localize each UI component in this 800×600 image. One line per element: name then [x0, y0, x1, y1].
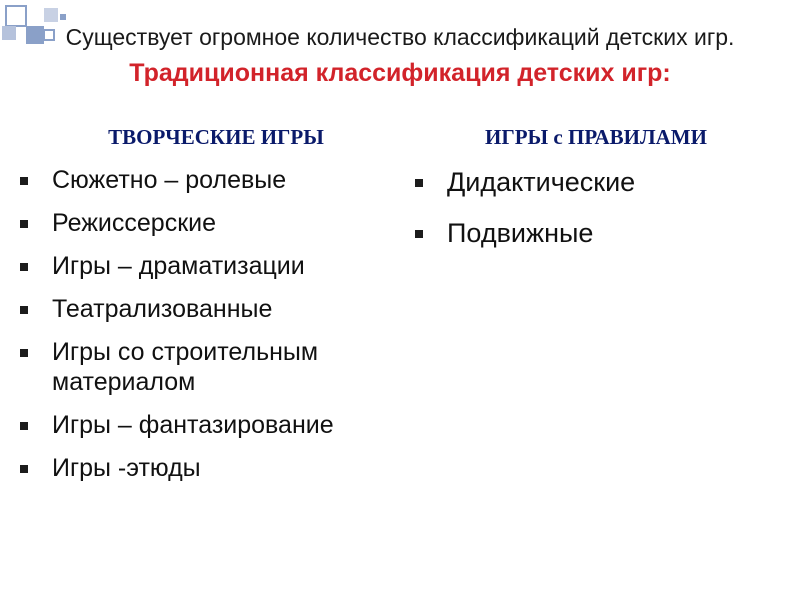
rule-games-list	[415, 165, 785, 267]
square-bullet-icon	[20, 263, 28, 271]
list-item	[20, 251, 410, 281]
list-item	[20, 294, 410, 324]
list-item-label: Дидактические	[447, 167, 636, 197]
list-item	[20, 410, 410, 440]
square-bullet-icon	[20, 349, 28, 357]
list-item-label: Игры – драматизации	[52, 252, 305, 280]
page-title: Традиционная классификация детских игр:	[129, 59, 671, 87]
square-bullet-icon	[20, 306, 28, 314]
list-item	[415, 165, 785, 199]
list-item	[20, 453, 410, 483]
list-item-label: Игры – фантазирование	[52, 411, 334, 439]
square-bullet-icon	[20, 422, 28, 430]
list-item-label: Театрализованные	[52, 295, 273, 323]
list-item	[20, 337, 410, 397]
list-item-label: Режиссерские	[52, 209, 217, 237]
list-item-label: Игры со строительным материалом	[52, 338, 319, 396]
list-item-label: Подвижные	[447, 218, 594, 248]
square-bullet-icon	[20, 465, 28, 473]
list-item	[415, 216, 785, 250]
square-bullet-icon	[415, 179, 423, 187]
creative-games-header: ТВОРЧЕСКИЕ ИГРЫ	[108, 125, 324, 149]
creative-games-list	[20, 165, 410, 496]
list-item	[20, 208, 410, 238]
square-bullet-icon	[20, 220, 28, 228]
square-bullet-icon	[415, 230, 423, 238]
square-bullet-icon	[20, 177, 28, 185]
rule-games-header: ИГРЫ с ПРАВИЛАМИ	[485, 125, 707, 149]
intro-text: Существует огромное количество классификаций детских игр.	[65, 24, 735, 50]
list-item	[20, 165, 410, 195]
list-item-label: Игры -этюды	[52, 454, 201, 482]
list-item-label: Сюжетно – ролевые	[52, 166, 287, 194]
